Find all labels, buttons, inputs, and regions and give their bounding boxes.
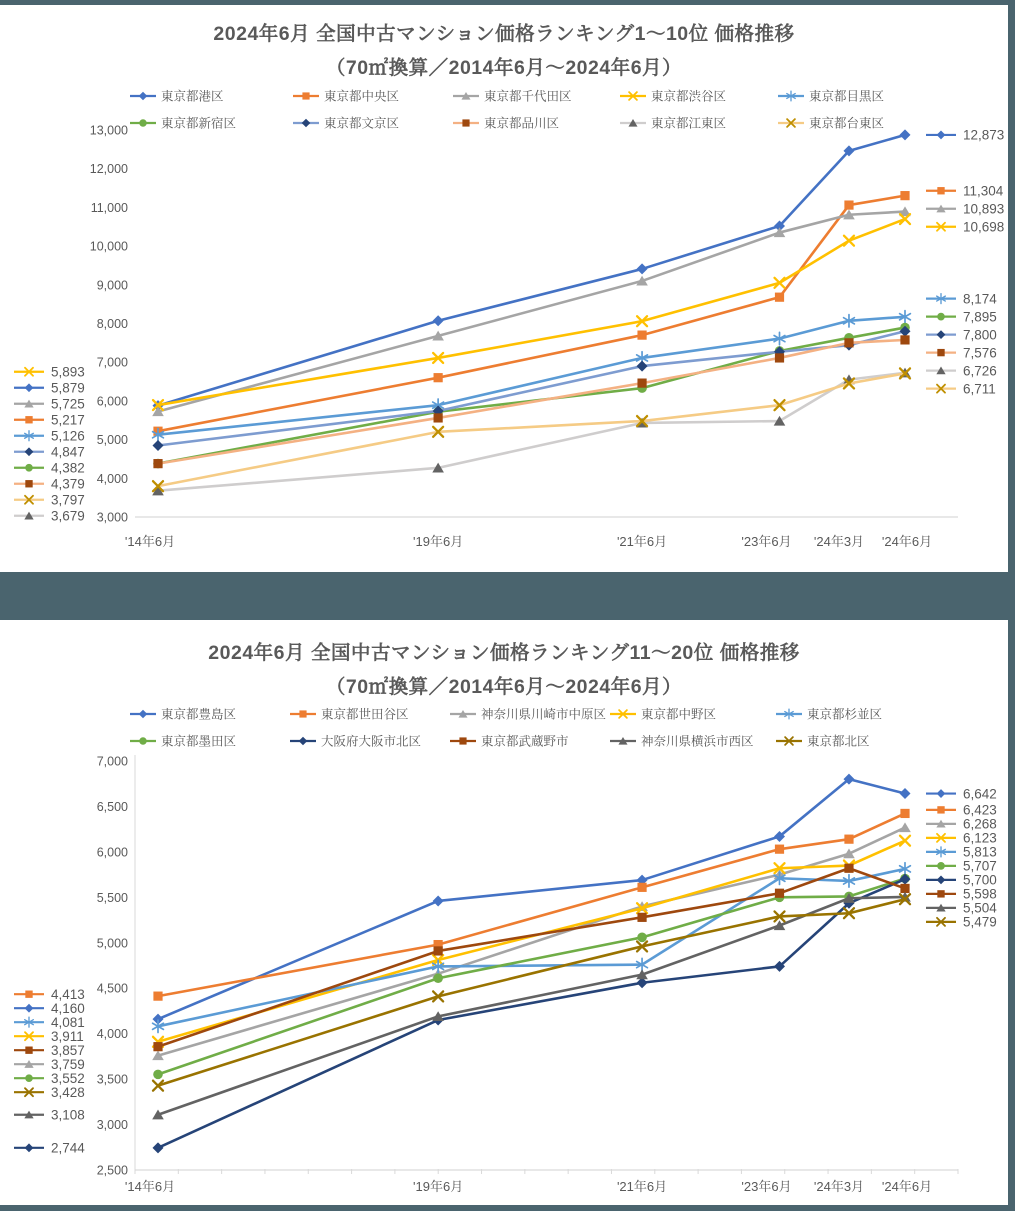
marker-diamond bbox=[937, 131, 946, 140]
value-label: 4,847 bbox=[51, 444, 85, 460]
legend-item-5 bbox=[130, 116, 236, 131]
marker-diamond bbox=[900, 874, 911, 885]
x-tick-label: '24年6月 bbox=[881, 534, 933, 549]
legend-label: 東京都豊島区 bbox=[161, 707, 237, 722]
legend-item-8 bbox=[620, 116, 726, 131]
marker-square bbox=[900, 809, 909, 818]
value-label: 3,428 bbox=[51, 1084, 85, 1100]
line-chart-rank-1-10 bbox=[0, 5, 1008, 572]
marker-square bbox=[459, 737, 466, 744]
y-tick-label: 5,500 bbox=[96, 890, 128, 905]
end-value-label bbox=[926, 363, 997, 378]
marker-square bbox=[153, 992, 162, 1001]
marker-circle bbox=[25, 464, 33, 472]
series-line-0 bbox=[158, 135, 905, 406]
y-tick-label: 11,000 bbox=[90, 200, 128, 215]
series-line-7 bbox=[158, 868, 905, 1046]
legend-label: 東京都港区 bbox=[161, 89, 224, 104]
legend-label: 東京都世田谷区 bbox=[321, 707, 409, 722]
marker-square bbox=[153, 459, 162, 468]
x-tick-label: '23年6月 bbox=[741, 1179, 792, 1194]
value-label: 6,123 bbox=[963, 830, 997, 846]
value-label: 3,759 bbox=[51, 1056, 85, 1072]
end-value-label bbox=[926, 202, 1004, 217]
legend-label: 東京都杉並区 bbox=[807, 707, 883, 722]
y-tick-label: 3,000 bbox=[96, 510, 128, 525]
marker-square bbox=[153, 1042, 162, 1051]
marker-square bbox=[775, 353, 784, 362]
marker-circle bbox=[25, 1074, 33, 1082]
end-value-label bbox=[926, 220, 1004, 235]
end-value-label bbox=[926, 859, 997, 874]
marker-square bbox=[299, 710, 306, 717]
start-value-label bbox=[14, 1015, 85, 1030]
start-value-label bbox=[14, 445, 85, 460]
marker-diamond bbox=[937, 875, 946, 884]
y-tick-label: 2,500 bbox=[96, 1163, 128, 1178]
marker-square bbox=[937, 187, 944, 194]
marker-square bbox=[937, 806, 944, 813]
marker-square bbox=[844, 835, 853, 844]
legend-label: 東京都目黒区 bbox=[809, 89, 885, 104]
value-label: 12,873 bbox=[963, 127, 1005, 143]
end-value-label bbox=[926, 786, 997, 801]
value-label: 4,413 bbox=[51, 986, 85, 1002]
marker-square bbox=[25, 991, 32, 998]
marker-square bbox=[25, 480, 32, 487]
marker-square bbox=[900, 335, 909, 344]
marker-circle bbox=[433, 973, 443, 983]
x-tick-label: '21年6月 bbox=[616, 1179, 668, 1194]
end-value-label bbox=[926, 831, 997, 846]
legend-label: 東京都北区 bbox=[807, 734, 870, 749]
start-value-label bbox=[14, 1001, 85, 1016]
marker-square bbox=[637, 331, 646, 340]
marker-square bbox=[900, 884, 909, 893]
value-label: 6,268 bbox=[963, 816, 997, 832]
marker-diamond bbox=[637, 263, 648, 274]
y-tick-label: 12,000 bbox=[89, 162, 128, 177]
marker-diamond bbox=[153, 440, 164, 451]
marker-square bbox=[775, 845, 784, 854]
start-value-label bbox=[14, 461, 85, 476]
marker-circle bbox=[637, 933, 647, 943]
start-value-label bbox=[14, 429, 85, 444]
value-label: 7,576 bbox=[963, 345, 997, 361]
y-tick-label: 10,000 bbox=[89, 239, 128, 254]
legend-label: 東京都墨田区 bbox=[161, 734, 237, 749]
marker-circle bbox=[139, 737, 146, 744]
start-value-label bbox=[14, 365, 85, 380]
legend-item-3 bbox=[620, 89, 726, 104]
chart-panel-rank-1-10 bbox=[0, 5, 1008, 572]
marker-square bbox=[637, 913, 646, 922]
value-label: 3,679 bbox=[51, 508, 85, 524]
value-label: 10,698 bbox=[963, 219, 1005, 235]
marker-diamond bbox=[302, 119, 311, 128]
legend-item-7 bbox=[453, 116, 559, 131]
marker-diamond bbox=[139, 92, 148, 101]
marker-diamond bbox=[139, 710, 148, 719]
series-line-9 bbox=[158, 899, 905, 1085]
value-label: 8,174 bbox=[963, 291, 997, 307]
marker-triangle bbox=[843, 849, 855, 859]
y-tick-label: 6,000 bbox=[96, 845, 128, 860]
marker-circle bbox=[139, 119, 146, 126]
marker-diamond bbox=[900, 788, 911, 799]
value-label: 5,217 bbox=[51, 412, 85, 428]
y-tick-label: 13,000 bbox=[89, 123, 128, 138]
end-value-label bbox=[926, 817, 997, 832]
end-value-label bbox=[926, 901, 997, 916]
start-value-label bbox=[14, 1141, 85, 1156]
marker-square bbox=[434, 373, 443, 382]
marker-diamond bbox=[433, 895, 444, 906]
x-tick-label: '24年3月 bbox=[813, 1179, 865, 1194]
legend-label: 東京都中野区 bbox=[641, 707, 717, 722]
marker-diamond bbox=[25, 1143, 34, 1152]
marker-square bbox=[937, 349, 944, 356]
legend-label: 東京都江東区 bbox=[651, 116, 727, 131]
marker-square bbox=[937, 890, 944, 897]
marker-circle bbox=[937, 862, 945, 870]
series-line-0 bbox=[158, 779, 905, 1019]
end-value-label bbox=[926, 327, 997, 342]
x-tick-label: '24年3月 bbox=[813, 534, 865, 549]
marker-circle bbox=[937, 313, 945, 321]
end-value-label bbox=[926, 845, 997, 860]
series-line-1 bbox=[158, 196, 905, 432]
chart-subtitle: （70㎡換算／2014年6月～2024年6月） bbox=[325, 57, 683, 79]
start-value-label bbox=[14, 413, 85, 428]
marker-square bbox=[844, 864, 853, 873]
legend-label: 大阪府大阪市北区 bbox=[321, 734, 422, 749]
y-tick-label: 3,000 bbox=[96, 1118, 128, 1133]
start-value-label bbox=[14, 397, 85, 412]
legend-item-9 bbox=[778, 116, 884, 131]
marker-square bbox=[844, 200, 853, 209]
marker-diamond bbox=[25, 1004, 34, 1013]
legend-item-4 bbox=[776, 707, 882, 722]
series-line-2 bbox=[158, 828, 905, 1056]
marker-diamond bbox=[900, 129, 911, 140]
legend-item-0 bbox=[130, 89, 224, 104]
chart-title: 2024年6月 全国中古マンション価格ランキング1～10位 価格推移 bbox=[213, 23, 795, 45]
y-tick-label: 5,000 bbox=[96, 433, 128, 448]
end-value-label bbox=[926, 915, 997, 930]
marker-diamond bbox=[25, 383, 34, 392]
marker-square bbox=[434, 946, 443, 955]
end-value-label bbox=[926, 803, 997, 818]
value-label: 4,379 bbox=[51, 476, 85, 492]
legend-item-6 bbox=[290, 734, 421, 749]
value-label: 5,813 bbox=[963, 844, 997, 860]
start-value-label bbox=[14, 1029, 84, 1044]
value-label: 5,707 bbox=[963, 858, 997, 874]
end-value-label bbox=[926, 309, 997, 324]
x-tick-label: '19年6月 bbox=[413, 534, 464, 549]
marker-x bbox=[900, 836, 910, 846]
series-line-5 bbox=[158, 328, 905, 464]
start-value-label bbox=[14, 477, 85, 492]
value-label: 5,479 bbox=[963, 914, 997, 930]
value-label: 5,879 bbox=[51, 380, 85, 396]
legend-label: 神奈川県川崎市中原区 bbox=[481, 707, 607, 722]
legend-item-3 bbox=[610, 707, 716, 722]
value-label: 3,552 bbox=[51, 1070, 85, 1086]
y-tick-label: 5,000 bbox=[96, 936, 128, 951]
series-line-8 bbox=[158, 897, 905, 1115]
marker-square bbox=[462, 119, 469, 126]
y-tick-label: 7,000 bbox=[96, 355, 128, 370]
marker-diamond bbox=[937, 789, 946, 798]
value-label: 7,800 bbox=[963, 327, 997, 343]
start-value-label bbox=[14, 1043, 85, 1058]
marker-square bbox=[25, 416, 32, 423]
legend-item-8 bbox=[610, 734, 754, 749]
y-tick-label: 6,500 bbox=[96, 799, 128, 814]
start-value-label bbox=[14, 1108, 85, 1123]
y-tick-label: 7,000 bbox=[96, 754, 128, 769]
value-label: 5,893 bbox=[51, 364, 85, 380]
y-tick-label: 8,000 bbox=[96, 317, 128, 331]
legend-item-2 bbox=[453, 89, 572, 104]
marker-diamond bbox=[25, 447, 34, 456]
value-label: 3,108 bbox=[51, 1107, 85, 1123]
y-tick-label: 3,500 bbox=[96, 1072, 128, 1087]
value-label: 5,725 bbox=[51, 396, 85, 412]
legend-item-5 bbox=[130, 734, 236, 749]
legend-label: 東京都千代田区 bbox=[484, 89, 572, 104]
line-chart-rank-11-20 bbox=[0, 620, 1008, 1205]
value-label: 3,857 bbox=[51, 1042, 85, 1058]
start-value-label bbox=[14, 1085, 85, 1100]
marker-square bbox=[900, 191, 909, 200]
x-tick-label: '14年6月 bbox=[124, 534, 176, 549]
end-value-label bbox=[926, 887, 997, 902]
value-label: 4,160 bbox=[51, 1000, 85, 1016]
legend-item-7 bbox=[450, 734, 569, 749]
y-tick-label: 4,000 bbox=[96, 1027, 128, 1042]
x-tick-label: '21年6月 bbox=[616, 534, 668, 549]
legend-label: 東京都文京区 bbox=[324, 116, 400, 131]
start-value-label bbox=[14, 509, 85, 524]
y-tick-label: 4,000 bbox=[96, 471, 128, 486]
series-line-4 bbox=[158, 317, 905, 435]
marker-diamond bbox=[153, 1142, 164, 1153]
value-label: 6,642 bbox=[963, 786, 997, 802]
legend-item-4 bbox=[778, 89, 884, 104]
value-label: 5,126 bbox=[51, 428, 85, 444]
legend-item-6 bbox=[293, 116, 399, 131]
marker-diamond bbox=[433, 315, 444, 326]
value-label: 5,700 bbox=[963, 872, 997, 888]
marker-square bbox=[434, 413, 443, 422]
y-tick-label: 6,000 bbox=[96, 394, 128, 409]
marker-square bbox=[775, 889, 784, 898]
chart-panel-rank-11-20 bbox=[0, 620, 1008, 1205]
legend-item-1 bbox=[293, 89, 399, 104]
value-label: 6,423 bbox=[963, 802, 997, 818]
marker-square bbox=[302, 92, 309, 99]
end-value-label bbox=[926, 184, 1004, 199]
value-label: 6,711 bbox=[963, 381, 996, 397]
end-value-label bbox=[926, 873, 997, 888]
value-label: 4,382 bbox=[51, 460, 85, 476]
start-value-label bbox=[14, 493, 85, 508]
marker-circle bbox=[153, 1070, 163, 1080]
x-tick-label: '24年6月 bbox=[881, 1179, 933, 1194]
value-label: 3,797 bbox=[51, 492, 85, 508]
legend-item-2 bbox=[450, 707, 606, 722]
legend-item-9 bbox=[776, 734, 870, 749]
x-tick-label: '23年6月 bbox=[741, 534, 792, 549]
start-value-label bbox=[14, 987, 85, 1002]
legend-label: 東京都武蔵野市 bbox=[481, 734, 569, 749]
legend-label: 神奈川県横浜市西区 bbox=[641, 734, 754, 749]
marker-diamond bbox=[937, 330, 946, 339]
value-label: 4,081 bbox=[51, 1014, 85, 1030]
y-tick-label: 9,000 bbox=[96, 278, 128, 293]
marker-square bbox=[637, 378, 646, 387]
start-value-label bbox=[14, 381, 85, 396]
marker-diamond bbox=[299, 737, 308, 746]
series-line-1 bbox=[158, 813, 905, 996]
chart-title: 2024年6月 全国中古マンション価格ランキング11～20位 価格推移 bbox=[208, 642, 800, 664]
marker-diamond bbox=[637, 361, 648, 372]
x-tick-label: '14年6月 bbox=[124, 1179, 176, 1194]
legend-label: 東京都中央区 bbox=[324, 89, 400, 104]
value-label: 2,744 bbox=[51, 1140, 85, 1156]
marker-square bbox=[637, 883, 646, 892]
legend-label: 東京都品川区 bbox=[484, 116, 560, 131]
chart-subtitle: （70㎡換算／2014年6月～2024年6月） bbox=[325, 676, 683, 698]
legend-item-0 bbox=[130, 707, 236, 722]
value-label: 7,895 bbox=[963, 309, 997, 325]
marker-square bbox=[25, 1047, 32, 1054]
value-label: 6,726 bbox=[963, 363, 997, 379]
legend-label: 東京都台東区 bbox=[809, 116, 885, 131]
start-value-label bbox=[14, 1071, 85, 1086]
legend-label: 東京都渋谷区 bbox=[651, 89, 727, 104]
value-label: 5,598 bbox=[963, 886, 997, 902]
end-value-label bbox=[926, 345, 997, 360]
value-label: 11,304 bbox=[963, 183, 1004, 199]
legend-label: 東京都新宿区 bbox=[161, 116, 237, 131]
value-label: 3,911 bbox=[51, 1028, 84, 1044]
value-label: 5,504 bbox=[963, 900, 997, 916]
end-value-label bbox=[926, 381, 996, 396]
legend-item-1 bbox=[290, 707, 409, 722]
y-tick-label: 4,500 bbox=[96, 981, 128, 996]
start-value-label bbox=[14, 1057, 85, 1072]
marker-square bbox=[775, 293, 784, 302]
end-value-label bbox=[926, 291, 997, 306]
marker-triangle bbox=[899, 822, 911, 832]
x-tick-label: '19年6月 bbox=[413, 1179, 464, 1194]
series-line-2 bbox=[158, 212, 905, 412]
marker-square bbox=[844, 338, 853, 347]
end-value-label bbox=[926, 128, 1004, 143]
value-label: 10,893 bbox=[963, 201, 1005, 217]
